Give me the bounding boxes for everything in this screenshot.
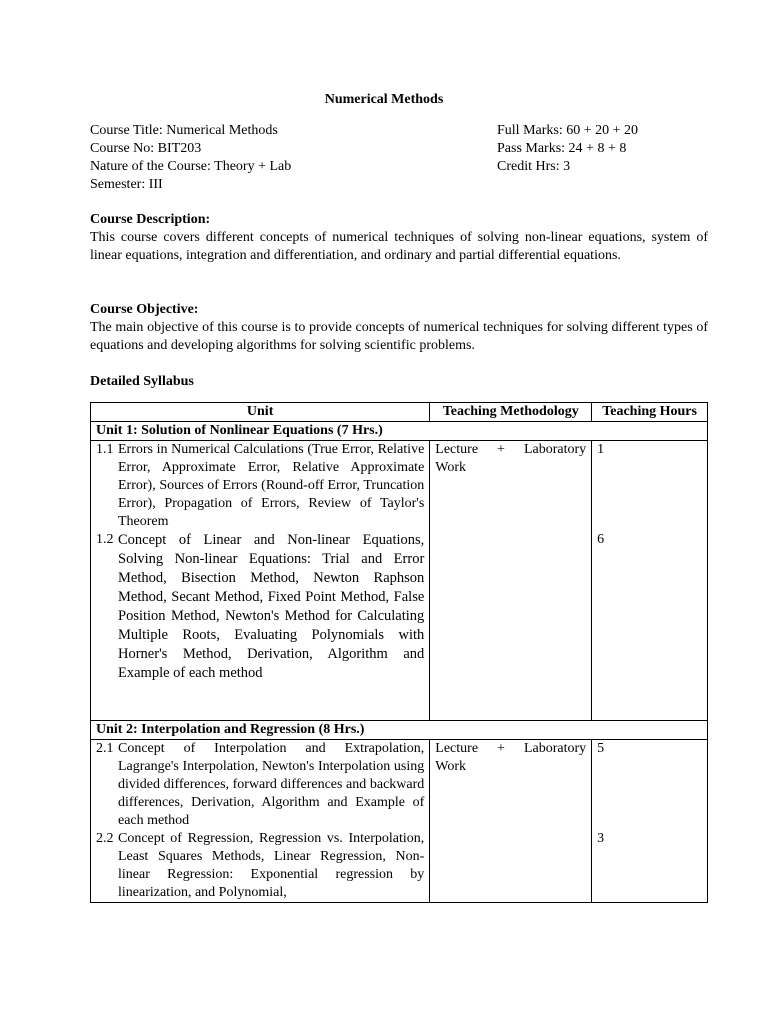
syllabus-table bbox=[90, 402, 708, 903]
course-objective-text: The main objective of this course is to provide concepts of numerical techniques for solving different types of equations and developing algorithms for solving scientific problems. bbox=[90, 320, 708, 353]
syllabus-section bbox=[90, 373, 708, 391]
table-row bbox=[91, 441, 708, 721]
topic-hours: 3 bbox=[597, 831, 605, 846]
unit-1-hours bbox=[592, 441, 708, 721]
unit-2-methodology bbox=[430, 740, 592, 903]
topic-number: 1.1 bbox=[96, 442, 114, 457]
unit-1-title: Unit 1: Solution of Nonlinear Equations (7 Hrs.) bbox=[91, 422, 708, 441]
credit-hours: Credit Hrs: 3 bbox=[497, 159, 571, 174]
document-title: Numerical Methods bbox=[324, 92, 444, 107]
course-meta-left bbox=[90, 122, 291, 194]
full-marks: Full Marks: 60 + 20 + 20 bbox=[497, 123, 639, 138]
unit-2-hours bbox=[592, 740, 708, 903]
topic-number: 2.1 bbox=[96, 741, 114, 756]
topic-hours: 1 bbox=[597, 442, 605, 457]
column-header-unit: Unit bbox=[91, 403, 430, 422]
topic-hours: 6 bbox=[597, 532, 605, 547]
column-header-methodology: Teaching Methodology bbox=[430, 403, 592, 422]
syllabus-heading: Detailed Syllabus bbox=[90, 374, 194, 389]
topic-item bbox=[96, 531, 424, 683]
unit-heading-row bbox=[91, 721, 708, 740]
methodology-word: Lecture bbox=[435, 741, 479, 756]
methodology-word: Laboratory bbox=[523, 442, 587, 457]
unit-heading-row bbox=[91, 422, 708, 441]
course-nature: Nature of the Course: Theory + Lab bbox=[90, 159, 292, 174]
methodology-word: + bbox=[497, 741, 505, 756]
topic-text: Concept of Linear and Non-linear Equations, Solving Non-linear Equations: Trial and Error Method, Bisection Method, Newton Raphson Method, Secant Method, Fixed Point Method, False Position Method, Newton's Method for Calculating Multiple Roots, Evaluating Polynomials with Horner's Method, Derivation, Algorithm and Example of each method bbox=[118, 532, 425, 681]
topic-number: 2.2 bbox=[96, 831, 114, 846]
topic-text: Errors in Numerical Calculations (True Error, Relative Error, Approximate Error, Relative Approximate Error), Sources of Errors (Round-off Error, Truncation Error), Propagation of Errors, Review of Taylor's Theorem bbox=[118, 442, 425, 529]
course-description-text: This course covers different concepts of numerical techniques of solving non-linear equations, system of linear equations, integration and differentiation, and ordinary and partial differential equations. bbox=[90, 230, 708, 263]
methodology-word: Work bbox=[435, 460, 467, 475]
topic-text: Concept of Interpolation and Extrapolation, Lagrange's Interpolation, Newton's Interpolation using divided differences, forward differences and backward differences, Derivation, Algorithm and Example of each method bbox=[118, 741, 425, 828]
course-description-section bbox=[90, 211, 708, 265]
course-description-heading: Course Description: bbox=[90, 212, 211, 227]
topic-item bbox=[96, 830, 424, 902]
table-row bbox=[91, 740, 708, 903]
methodology-line bbox=[435, 441, 586, 459]
course-objective-heading: Course Objective: bbox=[90, 302, 199, 317]
topic-number: 1.2 bbox=[96, 532, 114, 547]
methodology-word: Lecture bbox=[435, 442, 479, 457]
pass-marks: Pass Marks: 24 + 8 + 8 bbox=[497, 141, 627, 156]
unit-2-title: Unit 2: Interpolation and Regression (8 Hrs.) bbox=[91, 721, 708, 740]
unit-2-topics bbox=[91, 740, 430, 903]
spacer bbox=[597, 459, 702, 531]
unit-1-topics bbox=[91, 441, 430, 721]
course-objective-section bbox=[90, 301, 708, 355]
topic-item bbox=[96, 740, 424, 830]
course-number: Course No: BIT203 bbox=[90, 141, 202, 156]
course-meta-right bbox=[497, 122, 638, 176]
methodology-word: Work bbox=[435, 759, 467, 774]
table-header-row bbox=[91, 403, 708, 422]
column-header-hours: Teaching Hours bbox=[592, 403, 708, 422]
methodology-word: Laboratory bbox=[523, 741, 587, 756]
methodology-line bbox=[435, 740, 586, 758]
spacer bbox=[597, 758, 702, 830]
course-semester: Semester: III bbox=[90, 177, 163, 192]
unit-1-methodology bbox=[430, 441, 592, 721]
methodology-word: + bbox=[497, 442, 505, 457]
topic-hours: 5 bbox=[597, 741, 605, 756]
course-title: Course Title: Numerical Methods bbox=[90, 123, 278, 138]
topic-text: Concept of Regression, Regression vs. Interpolation, Least Squares Methods, Linear Regression, Non-linear Regression: Exponential regression by linearization, and Polynomial, bbox=[118, 831, 425, 900]
topic-item bbox=[96, 441, 424, 531]
